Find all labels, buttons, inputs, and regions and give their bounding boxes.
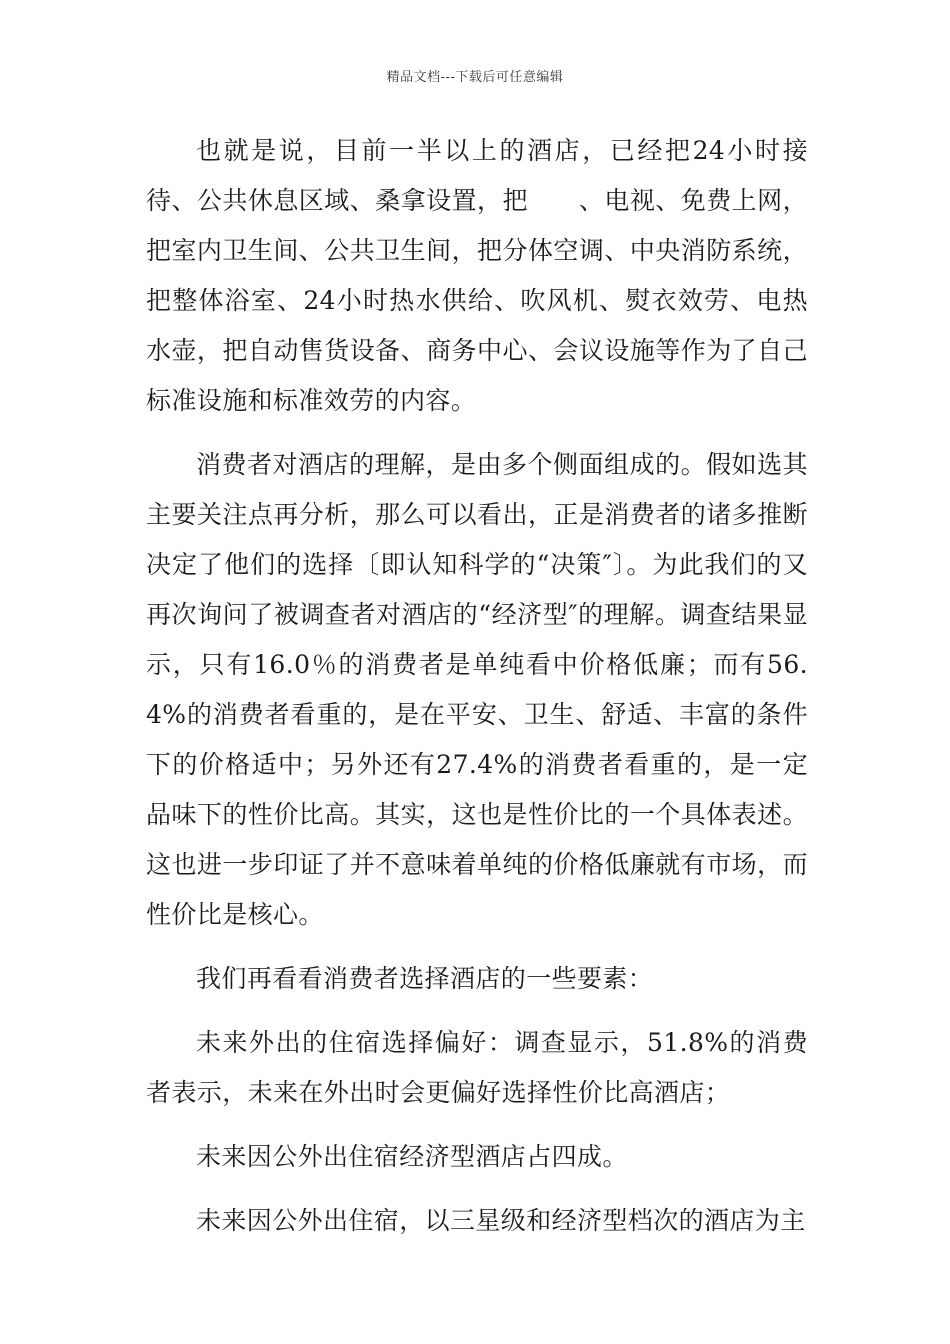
paragraph-consumer-understanding: 消费者对酒店的理解，是由多个侧面组成的。假如选其主要关注点再分析，那么可以看出，正是消费者的诸多推断决定了他们的选择〔即认知科学的“决策″〕。为此我们的又再次询问了被调查者对酒店的“经济型″的理解。调查结果显示，只有16.0％的消费者是单纯看中价格低廉；而有56.4%的消费者看重的，是在平安、卫生、舒适、丰富的条件下的价格适中；另外还有27.4%的消费者看重的，是一定品味下的性价比高。其实，这也是性价比的一个具体表述。这也进一步印证了并不意味着单纯的价格低廉就有市场，而性价比是核心。 [146,450,808,929]
paragraph-selection-factors-intro: 我们再看看消费者选择酒店的一些要素： [196,964,654,993]
document-body [146,126,808,1260]
paragraph-business-travel-share: 未来因公外出住宿经济型酒店占四成。 [196,1142,628,1171]
page-header: 精品文档---下载后可任意编辑 [386,70,564,85]
paragraph-standard-facilities: 也就是说，目前一半以上的酒店，已经把24小时接待、公共休息区域、桑拿设置，把 、电视、免费上网，把室内卫生间、公共卫生间，把分体空调、中央消防系统，把整体浴室、24小时热水供给、吹风机、熨衣效劳、电热水壶，把自动售货设备、商务中心、会议设施等作为了自己标准设施和标准效劳的内容。 [146,136,808,415]
paragraph-business-travel-tier: 未来因公外出住宿，以三星级和经济型档次的酒店为主 [196,1206,806,1235]
paragraph-future-preference: 未来外出的住宿选择偏好：调查显示，51.8%的消费者表示，未来在外出时会更偏好选择性价比高酒店； [146,1028,808,1107]
